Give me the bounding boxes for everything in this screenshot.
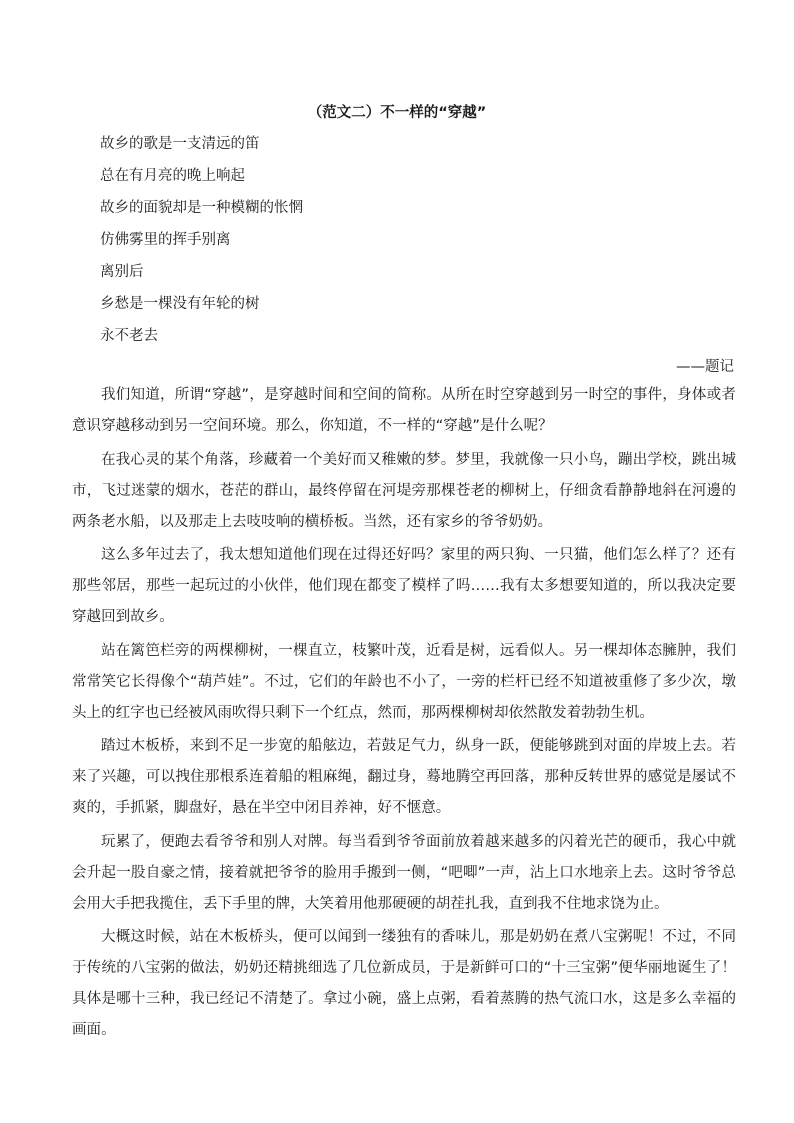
poem-line: 故乡的歌是一支清远的笛: [100, 136, 260, 152]
paragraph: 大概这时候，站在木板桥头，便可以闻到一缕独有的香味儿，那是奶奶在煮八宝粥呢！不过，不同于传统的八宝粥的做法，奶奶还精挑细选了几位新成员，于是新鲜可口的“十三宝粥”便华丽地诞生了！具体是哪十三种，我已经记不清楚了。拿过小碗，盛上点粥，看着蒸腾的热气流口水，这是多么幸福的画面。: [72, 929, 736, 1038]
poem-line: 故乡的面貌却是一种模糊的怅惘: [100, 200, 303, 216]
paragraph: 踏过木板桥，来到不足一步宽的船舷边，若鼓足气力，纵身一跃，便能够跳到对面的岸坡上去。若来了兴趣，可以拽住那根系连着船的粗麻绳，翻过身，蓦地腾空再回落，那种反转世界的感觉是屡试不爽的，手抓紧，脚盘好，悬在半空中闭目养神，好不惬意。: [72, 738, 736, 816]
poem-line: 乡愁是一棵没有年轮的树: [100, 296, 260, 312]
poem-line: 离别后: [100, 264, 144, 280]
epigraph-label: ——题记: [676, 359, 734, 375]
essay-body: [72, 380, 736, 1049]
paragraph: 这么多年过去了，我太想知道他们现在过得还好吗？家里的两只狗、一只猫，他们怎么样了？还有那些邻居，那些一起玩过的小伙伴，他们现在都变了模样了吗……我有太多想要知道的，所以我决定要穿越回到故乡。: [72, 547, 736, 625]
paragraph: 在我心灵的某个角落，珍藏着一个美好而又稚嫩的梦。梦里，我就像一只小鸟，蹦出学校，跳出城市，飞过迷蒙的烟水，苍茫的群山，最终停留在河堤旁那棵苍老的柳树上，仔细贪看静静地斜在河邊的两条老水船，以及那走上去吱吱响的横桥板。当然，还有家乡的爷爷奶奶。: [72, 451, 736, 530]
poem-line: 永不老去: [100, 328, 158, 344]
paragraph: 我们知道，所谓“穿越”，是穿越时间和空间的简称。从所在时空穿越到另一时空的事件，身体或者意识穿越移动到另一空间环境。那么，你知道，不一样的“穿越”是什么呢？: [72, 387, 736, 434]
essay-title: （范文二）不一样的“穿越”: [307, 105, 487, 121]
paragraph: 站在篱笆栏旁的两棵柳树，一棵直立，枝繁叶茂，近看是树，远看似人。另一棵却体态臃肿，我们常常笑它长得像个“葫芦娃”。不过，它们的年龄也不小了，一旁的栏杆已经不知道被重修了多少次，墩头上的红字也已经被风雨吹得只剩下一个红点，然而，那两棵柳树却依然散发着勃勃生机。: [72, 642, 736, 721]
poem-line: 总在有月亮的晚上响起: [100, 168, 245, 184]
epigraph-poem: [100, 128, 303, 352]
paragraph: 玩累了，便跑去看爷爷和别人对牌。每当看到爷爷面前放着越来越多的闪着光芒的硬币，我心中就会升起一股自豪之情，接着就把爷爷的脸用手搬到一侧，“吧唧”一声，沾上口水地亲上去。这时爷爷总会用大手把我揽住，丢下手里的牌，大笑着用他那硬硬的胡茬扎我，直到我不住地求饶为止。: [72, 833, 736, 912]
poem-line: 仿佛雾里的挥手别离: [100, 232, 231, 248]
